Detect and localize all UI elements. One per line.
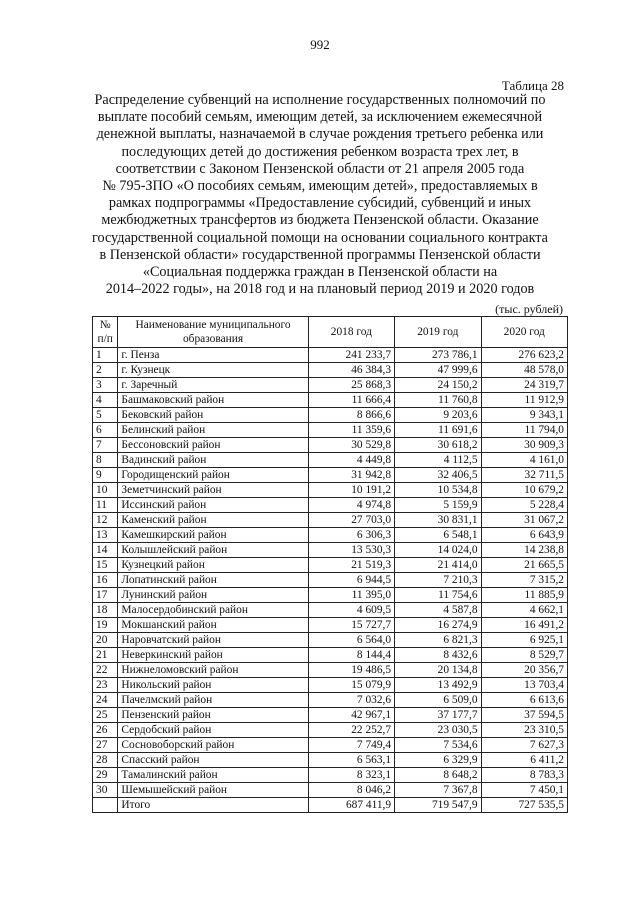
table-row bbox=[93, 573, 568, 588]
value-2020: 8 529,7 bbox=[481, 648, 567, 663]
value-2018: 22 252,7 bbox=[308, 723, 394, 738]
row-number: 12 bbox=[93, 513, 118, 528]
row-number: 10 bbox=[93, 483, 118, 498]
municipality-name: Малосердобинский район bbox=[118, 603, 308, 618]
value-2019: 23 030,5 bbox=[395, 723, 481, 738]
value-2020: 11 885,9 bbox=[481, 588, 567, 603]
value-2019: 32 406,5 bbox=[395, 468, 481, 483]
value-2018: 4 609,5 bbox=[308, 603, 394, 618]
value-2019: 47 999,6 bbox=[395, 363, 481, 378]
table-row bbox=[93, 768, 568, 783]
value-2019: 30 618,2 bbox=[395, 438, 481, 453]
table-row bbox=[93, 663, 568, 678]
title-line: № 795-ЗПО «О пособиях семьям, имеющим детей», предоставляемых в bbox=[102, 178, 538, 195]
units-label: (тыс. рублей) bbox=[495, 302, 563, 316]
table-row bbox=[93, 603, 568, 618]
municipality-name: г. Заречный bbox=[118, 378, 308, 393]
value-2020: 7 315,2 bbox=[481, 573, 567, 588]
value-2018: 7 749,4 bbox=[308, 738, 394, 753]
header-municipality: Наименование муниципального образования bbox=[118, 317, 308, 348]
value-2019: 16 274,9 bbox=[395, 618, 481, 633]
municipality-name: Бековский район bbox=[118, 408, 308, 423]
row-number: 6 bbox=[93, 423, 118, 438]
value-2020: 8 783,3 bbox=[481, 768, 567, 783]
municipality-name: Иссинский район bbox=[118, 498, 308, 513]
value-2020: 11 794,0 bbox=[481, 423, 567, 438]
municipality-name: Пачелмский район bbox=[118, 693, 308, 708]
row-number: 21 bbox=[93, 648, 118, 663]
value-2020: 32 711,5 bbox=[481, 468, 567, 483]
municipality-name: Итого bbox=[118, 798, 308, 813]
title-line: «Социальная поддержка граждан в Пензенской области на bbox=[142, 264, 498, 281]
row-number: 27 bbox=[93, 738, 118, 753]
municipality-name: Камешкирский район bbox=[118, 528, 308, 543]
value-2020: 9 343,1 bbox=[481, 408, 567, 423]
value-2019: 20 134,8 bbox=[395, 663, 481, 678]
row-number bbox=[93, 798, 118, 813]
table-row bbox=[93, 393, 568, 408]
table-row bbox=[93, 783, 568, 798]
table-row bbox=[93, 723, 568, 738]
value-2019: 37 177,7 bbox=[395, 708, 481, 723]
municipality-name: Наровчатский район bbox=[118, 633, 308, 648]
value-2020: 10 679,2 bbox=[481, 483, 567, 498]
value-2020: 23 310,5 bbox=[481, 723, 567, 738]
value-2020: 727 535,5 bbox=[481, 798, 567, 813]
value-2018: 31 942,8 bbox=[308, 468, 394, 483]
value-2018: 11 359,6 bbox=[308, 423, 394, 438]
table-row bbox=[93, 468, 568, 483]
value-2020: 276 623,2 bbox=[481, 348, 567, 363]
value-2018: 8 144,4 bbox=[308, 648, 394, 663]
row-number: 9 bbox=[93, 468, 118, 483]
value-2019: 6 821,3 bbox=[395, 633, 481, 648]
value-2018: 27 703,0 bbox=[308, 513, 394, 528]
municipality-name: Городищенский район bbox=[118, 468, 308, 483]
row-number: 1 bbox=[93, 348, 118, 363]
value-2018: 4 974,8 bbox=[308, 498, 394, 513]
value-2020: 30 909,3 bbox=[481, 438, 567, 453]
table-title bbox=[72, 92, 568, 298]
value-2020: 24 319,7 bbox=[481, 378, 567, 393]
row-number: 25 bbox=[93, 708, 118, 723]
municipality-name: Никольский район bbox=[118, 678, 308, 693]
municipality-name: Неверкинский район bbox=[118, 648, 308, 663]
value-2018: 25 868,3 bbox=[308, 378, 394, 393]
table-row bbox=[93, 753, 568, 768]
table-label: Таблица 28 bbox=[501, 78, 564, 93]
value-2018: 21 519,3 bbox=[308, 558, 394, 573]
value-2018: 8 046,2 bbox=[308, 783, 394, 798]
title-line: Распределение субвенций на исполнение государственных полномочий по bbox=[94, 92, 546, 108]
value-2019: 13 492,9 bbox=[395, 678, 481, 693]
table-row bbox=[93, 453, 568, 468]
table-row bbox=[93, 378, 568, 393]
row-number: 19 bbox=[93, 618, 118, 633]
row-number: 17 bbox=[93, 588, 118, 603]
value-2018: 10 191,2 bbox=[308, 483, 394, 498]
value-2019: 8 432,6 bbox=[395, 648, 481, 663]
value-2018: 15 079,9 bbox=[308, 678, 394, 693]
value-2020: 21 665,5 bbox=[481, 558, 567, 573]
value-2020: 13 703,4 bbox=[481, 678, 567, 693]
value-2019: 9 203,6 bbox=[395, 408, 481, 423]
municipality-name: Вадинский район bbox=[118, 453, 308, 468]
value-2020: 14 238,8 bbox=[481, 543, 567, 558]
value-2018: 6 564,0 bbox=[308, 633, 394, 648]
table-row bbox=[93, 588, 568, 603]
row-number: 15 bbox=[93, 558, 118, 573]
table-row bbox=[93, 708, 568, 723]
value-2019: 6 548,1 bbox=[395, 528, 481, 543]
value-2019: 7 210,3 bbox=[395, 573, 481, 588]
row-number: 30 bbox=[93, 783, 118, 798]
header-2020: 2020 год bbox=[481, 317, 567, 348]
value-2018: 30 529,8 bbox=[308, 438, 394, 453]
table-row bbox=[93, 528, 568, 543]
row-number: 26 bbox=[93, 723, 118, 738]
value-2019: 719 547,9 bbox=[395, 798, 481, 813]
table-row bbox=[93, 678, 568, 693]
header-number: № п/п bbox=[93, 317, 118, 348]
value-2018: 19 486,5 bbox=[308, 663, 394, 678]
value-2020: 6 411,2 bbox=[481, 753, 567, 768]
municipality-name: г. Кузнецк bbox=[118, 363, 308, 378]
row-number: 20 bbox=[93, 633, 118, 648]
value-2019: 11 691,6 bbox=[395, 423, 481, 438]
title-line: денежной выплаты, назначаемой в случае рождения третьего ребенка или bbox=[96, 126, 544, 143]
title-line: государственной социальной помощи на основании социального контракта bbox=[92, 229, 548, 246]
total-row bbox=[93, 798, 568, 813]
value-2020: 4 161,0 bbox=[481, 453, 567, 468]
title-line: последующих детей до достижения ребенком возраста трех лет, в bbox=[121, 143, 519, 160]
municipality-name: Башмаковский район bbox=[118, 393, 308, 408]
value-2019: 11 754,6 bbox=[395, 588, 481, 603]
table-row bbox=[93, 363, 568, 378]
value-2020: 37 594,5 bbox=[481, 708, 567, 723]
row-number: 14 bbox=[93, 543, 118, 558]
value-2019: 5 159,9 bbox=[395, 498, 481, 513]
municipality-name: Земетчинский район bbox=[118, 483, 308, 498]
value-2020: 7 450,1 bbox=[481, 783, 567, 798]
municipality-name: г. Пенза bbox=[118, 348, 308, 363]
row-number: 3 bbox=[93, 378, 118, 393]
value-2020: 11 912,9 bbox=[481, 393, 567, 408]
value-2019: 21 414,0 bbox=[395, 558, 481, 573]
value-2020: 7 627,3 bbox=[481, 738, 567, 753]
municipality-name: Каменский район bbox=[118, 513, 308, 528]
value-2018: 46 384,3 bbox=[308, 363, 394, 378]
value-2019: 11 760,8 bbox=[395, 393, 481, 408]
municipality-name: Сердобский район bbox=[118, 723, 308, 738]
row-number: 7 bbox=[93, 438, 118, 453]
value-2018: 4 449,8 bbox=[308, 453, 394, 468]
row-number: 24 bbox=[93, 693, 118, 708]
municipality-name: Мокшанский район bbox=[118, 618, 308, 633]
value-2020: 6 925,1 bbox=[481, 633, 567, 648]
table-row bbox=[93, 693, 568, 708]
table-row bbox=[93, 633, 568, 648]
row-number: 2 bbox=[93, 363, 118, 378]
table-row bbox=[93, 408, 568, 423]
table-row bbox=[93, 348, 568, 363]
value-2020: 6 643,9 bbox=[481, 528, 567, 543]
municipality-name: Бессоновский район bbox=[118, 438, 308, 453]
value-2018: 11 395,0 bbox=[308, 588, 394, 603]
row-number: 18 bbox=[93, 603, 118, 618]
municipality-name: Сосновоборский район bbox=[118, 738, 308, 753]
value-2020: 6 613,6 bbox=[481, 693, 567, 708]
value-2018: 6 944,5 bbox=[308, 573, 394, 588]
row-number: 8 bbox=[93, 453, 118, 468]
header-2019: 2019 год bbox=[395, 317, 481, 348]
value-2019: 6 329,9 bbox=[395, 753, 481, 768]
value-2018: 15 727,7 bbox=[308, 618, 394, 633]
value-2020: 4 662,1 bbox=[481, 603, 567, 618]
title-line: рамках подпрограммы «Предоставление субсидий, субвенций и иных bbox=[108, 195, 532, 212]
value-2019: 7 367,8 bbox=[395, 783, 481, 798]
municipality-name: Лопатинский район bbox=[118, 573, 308, 588]
value-2019: 10 534,8 bbox=[395, 483, 481, 498]
value-2020: 16 491,2 bbox=[481, 618, 567, 633]
municipality-name: Пензенский район bbox=[118, 708, 308, 723]
municipality-name: Спасский район bbox=[118, 753, 308, 768]
row-number: 13 bbox=[93, 528, 118, 543]
value-2020: 5 228,4 bbox=[481, 498, 567, 513]
table-row bbox=[93, 543, 568, 558]
value-2019: 30 831,1 bbox=[395, 513, 481, 528]
row-number: 4 bbox=[93, 393, 118, 408]
row-number: 22 bbox=[93, 663, 118, 678]
subvention-table bbox=[92, 316, 568, 813]
row-number: 28 bbox=[93, 753, 118, 768]
value-2019: 7 534,6 bbox=[395, 738, 481, 753]
header-2018: 2018 год bbox=[308, 317, 394, 348]
table-header-row bbox=[93, 317, 568, 348]
value-2018: 6 306,3 bbox=[308, 528, 394, 543]
value-2018: 7 032,6 bbox=[308, 693, 394, 708]
municipality-name: Лунинский район bbox=[118, 588, 308, 603]
table-row bbox=[93, 558, 568, 573]
value-2020: 48 578,0 bbox=[481, 363, 567, 378]
table-row bbox=[93, 513, 568, 528]
value-2018: 6 563,1 bbox=[308, 753, 394, 768]
row-number: 16 bbox=[93, 573, 118, 588]
table-row bbox=[93, 648, 568, 663]
table-row bbox=[93, 483, 568, 498]
table-row bbox=[93, 423, 568, 438]
value-2018: 8 866,6 bbox=[308, 408, 394, 423]
title-line: выплате пособий семьям, имеющим детей, за исключением ежемесячной bbox=[97, 109, 543, 126]
table-row bbox=[93, 738, 568, 753]
municipality-name: Тамалинский район bbox=[118, 768, 308, 783]
municipality-name: Нижнеломовский район bbox=[118, 663, 308, 678]
value-2019: 8 648,2 bbox=[395, 768, 481, 783]
value-2019: 14 024,0 bbox=[395, 543, 481, 558]
row-number: 29 bbox=[93, 768, 118, 783]
municipality-name: Колышлейский район bbox=[118, 543, 308, 558]
value-2018: 687 411,9 bbox=[308, 798, 394, 813]
value-2018: 42 967,1 bbox=[308, 708, 394, 723]
value-2018: 11 666,4 bbox=[308, 393, 394, 408]
value-2019: 4 112,5 bbox=[395, 453, 481, 468]
value-2020: 20 356,7 bbox=[481, 663, 567, 678]
municipality-name: Шемышейский район bbox=[118, 783, 308, 798]
page-number: 992 bbox=[310, 37, 330, 52]
value-2019: 4 587,8 bbox=[395, 603, 481, 618]
table-row bbox=[93, 438, 568, 453]
value-2018: 241 233,7 bbox=[308, 348, 394, 363]
row-number: 11 bbox=[93, 498, 118, 513]
title-line: 2014–2022 годы», на 2018 год и на плановый период 2019 и 2020 годов bbox=[105, 281, 535, 298]
title-line: межбюджетных трансфертов из бюджета Пензенской области. Оказание bbox=[101, 212, 539, 229]
table-row bbox=[93, 498, 568, 513]
value-2020: 31 067,2 bbox=[481, 513, 567, 528]
value-2018: 13 530,3 bbox=[308, 543, 394, 558]
value-2019: 273 786,1 bbox=[395, 348, 481, 363]
table-body bbox=[93, 348, 568, 813]
title-line: в Пензенской области» государственной программы Пензенской области bbox=[99, 246, 541, 263]
row-number: 23 bbox=[93, 678, 118, 693]
title-line: соответствии с Законом Пензенской области от 21 апреля 2005 года bbox=[115, 160, 525, 177]
value-2019: 6 509,0 bbox=[395, 693, 481, 708]
municipality-name: Кузнецкий район bbox=[118, 558, 308, 573]
municipality-name: Белинский район bbox=[118, 423, 308, 438]
value-2018: 8 323,1 bbox=[308, 768, 394, 783]
value-2019: 24 150,2 bbox=[395, 378, 481, 393]
row-number: 5 bbox=[93, 408, 118, 423]
table-row bbox=[93, 618, 568, 633]
